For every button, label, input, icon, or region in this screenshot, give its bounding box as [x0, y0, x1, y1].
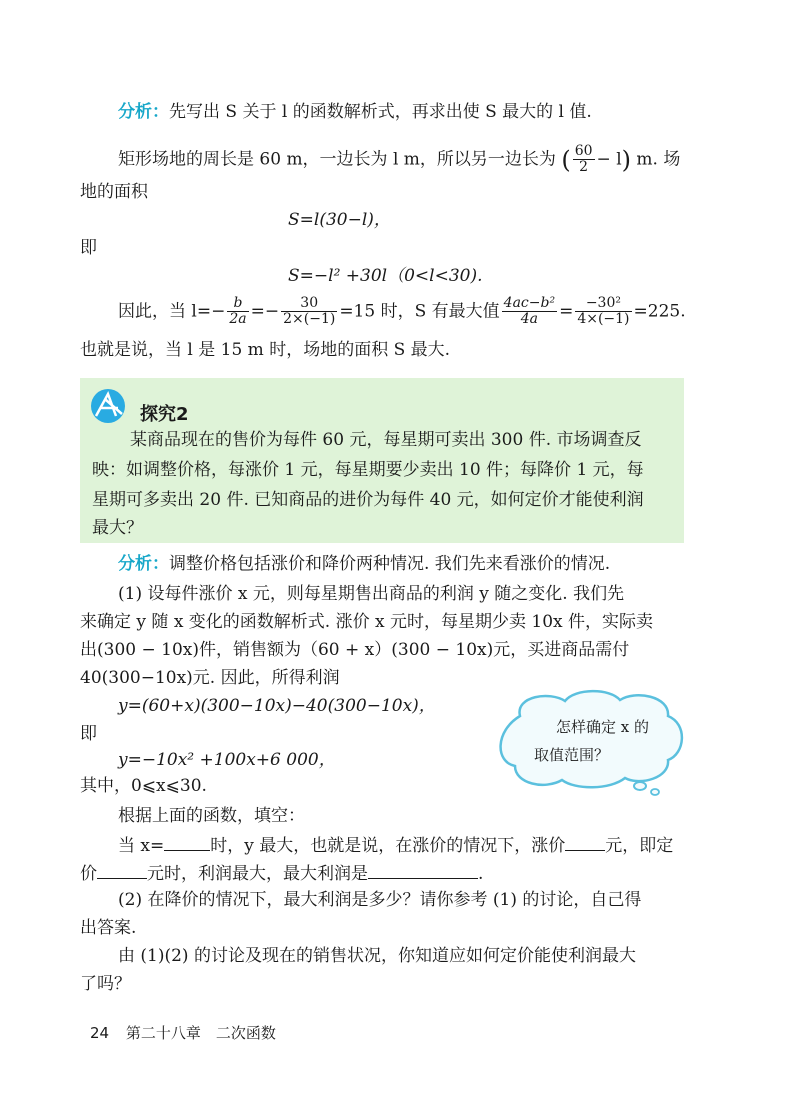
equation-y-1: y=(60+x)(300−10x)−40(300−10x)， [118, 696, 436, 716]
fraction-numerator: 60 [574, 143, 593, 159]
fraction-denominator: 2×(−1) [283, 311, 336, 328]
analysis-label: 分析： [118, 554, 169, 574]
page-number: 24 [90, 1024, 110, 1042]
equation-y-2: y=−10x² +100x+6 000， [118, 750, 336, 770]
fraction-numerator: b [227, 296, 248, 312]
part2-line-2: 出答案. [80, 918, 137, 938]
fill-line-2 [80, 864, 483, 883]
blank-x[interactable] [164, 836, 210, 851]
cloud-line-1: 怎样确定 x 的 [556, 718, 649, 736]
part2-line-1: (2) 在降价的情况下，最大利润是多少？请你参考 (1) 的讨论，自己得 [118, 890, 642, 910]
chapter-title: 第二十八章 二次函数 [125, 1024, 276, 1042]
fraction-denominator: 2a [229, 311, 247, 328]
ji-label-2: 即 [80, 724, 97, 744]
analysis-text: 调整价格包括涨价和降价两种情况. 我们先来看涨价的情况. [169, 554, 611, 574]
hence-text-e: =225. [633, 301, 686, 322]
fill-line-1 [118, 836, 673, 855]
fraction-b-over-2a [227, 296, 248, 328]
analysis-text: 先写出 S 关于 l 的函数解析式，再求出使 S 最大的 l 值. [169, 102, 592, 122]
explore-title: 探究2 [140, 404, 189, 425]
hence-text-a: 因此，当 l=− [118, 301, 226, 322]
equation-s-2: S=−l² +30l（0<l<30). [288, 266, 483, 286]
fraction-numerator: 4ac−b² [503, 295, 556, 311]
part1-line-4: 40(300−10x)元. 因此，所得利润 [80, 668, 340, 688]
fill-text-a: 当 x= [118, 836, 165, 856]
fraction-numerator: −30² [575, 296, 631, 312]
perimeter-line: 矩形场地的周长是 60 m，一边长为 l m，所以另一边长为 ( $\frac{60}{2}$ − l) m. 场 [118, 143, 681, 176]
range-line: 其中，0⩽x⩽30. [80, 776, 207, 796]
fill-text-c: 元，即定 [605, 836, 674, 856]
fill-text-b: 时，y 最大，也就是说，在涨价的情况下，涨价 [210, 836, 566, 856]
analysis-label: 分析： [118, 102, 169, 122]
analysis-2-line [118, 556, 610, 573]
fraction-60-over-2 [573, 144, 595, 176]
fraction-neg30sq [575, 296, 631, 328]
cloud-line-2: 取值范围？ [534, 746, 610, 764]
part3-line-1: 由 (1)(2) 的讨论及现在的销售状况，你知道应如何定价能使利润最大 [118, 946, 636, 966]
part1-line-3: 出(300 − 10x)件，销售额为（60 + x）(300 − 10x)元，买进商品需付 [80, 640, 630, 660]
fill-text-d: 价 [80, 864, 97, 884]
thought-cloud [490, 686, 690, 796]
hence-text-d: = [559, 301, 574, 322]
fill-text-e: 元时，利润最大，最大利润是 [147, 864, 368, 884]
explore-line-3: 星期可多卖出 20 件. 已知商品的进价为每件 40 元，如何定价才能使利润 [92, 490, 644, 510]
perimeter-unit: m. 场 [636, 149, 681, 170]
hence-text-b: =− [250, 301, 280, 322]
explore-line-1: 某商品现在的售价为每件 60 元，每星期可卖出 300 件. 市场调查反 [130, 430, 642, 450]
perimeter-minus-l: − l [596, 149, 622, 170]
part1-line-1: (1) 设每件涨价 x 元，则每星期售出商品的利润 y 随之变化. 我们先 [118, 584, 625, 604]
fraction-30-over-neg2 [281, 296, 337, 328]
equation-s-1: S=l(30−l)， [288, 210, 391, 230]
explore-line-4: 最大？ [92, 518, 143, 538]
part1-line-2: 来确定 y 随 x 变化的函数解析式. 涨价 x 元时，每星期少卖 10x 件，实际卖 [80, 612, 654, 632]
fraction-denominator: 4a [520, 311, 538, 328]
fraction-denominator: 4×(−1) [577, 311, 630, 328]
hence-text-c: =15 时，S 有最大值 [339, 301, 500, 322]
blank-max-profit[interactable] [368, 864, 478, 879]
blank-increase[interactable] [565, 836, 605, 851]
explore-icon [88, 386, 128, 426]
page-footer [90, 1022, 276, 1043]
blank-price[interactable] [97, 864, 147, 879]
fill-intro: 根据上面的函数，填空： [118, 806, 305, 826]
fraction-numerator: 30 [281, 296, 337, 312]
area-intro: 地的面积 [80, 182, 148, 202]
ji-label-1: 即 [80, 238, 97, 258]
fraction-denominator: 2 [579, 159, 589, 176]
conclusion-line: 也就是说，当 l 是 15 m 时，场地的面积 S 最大. [80, 340, 451, 360]
fraction-vertex-formula [502, 296, 557, 328]
fill-text-f: . [478, 864, 484, 884]
hence-line [118, 296, 686, 328]
explore-line-2: 映：如调整价格，每涨价 1 元，每星期要少卖出 10 件；每降价 1 元，每 [92, 460, 644, 480]
perimeter-text: 矩形场地的周长是 60 m，一边长为 l m，所以另一边长为 [118, 149, 556, 170]
part3-line-2: 了吗？ [80, 974, 131, 994]
analysis-1-line [118, 104, 592, 121]
